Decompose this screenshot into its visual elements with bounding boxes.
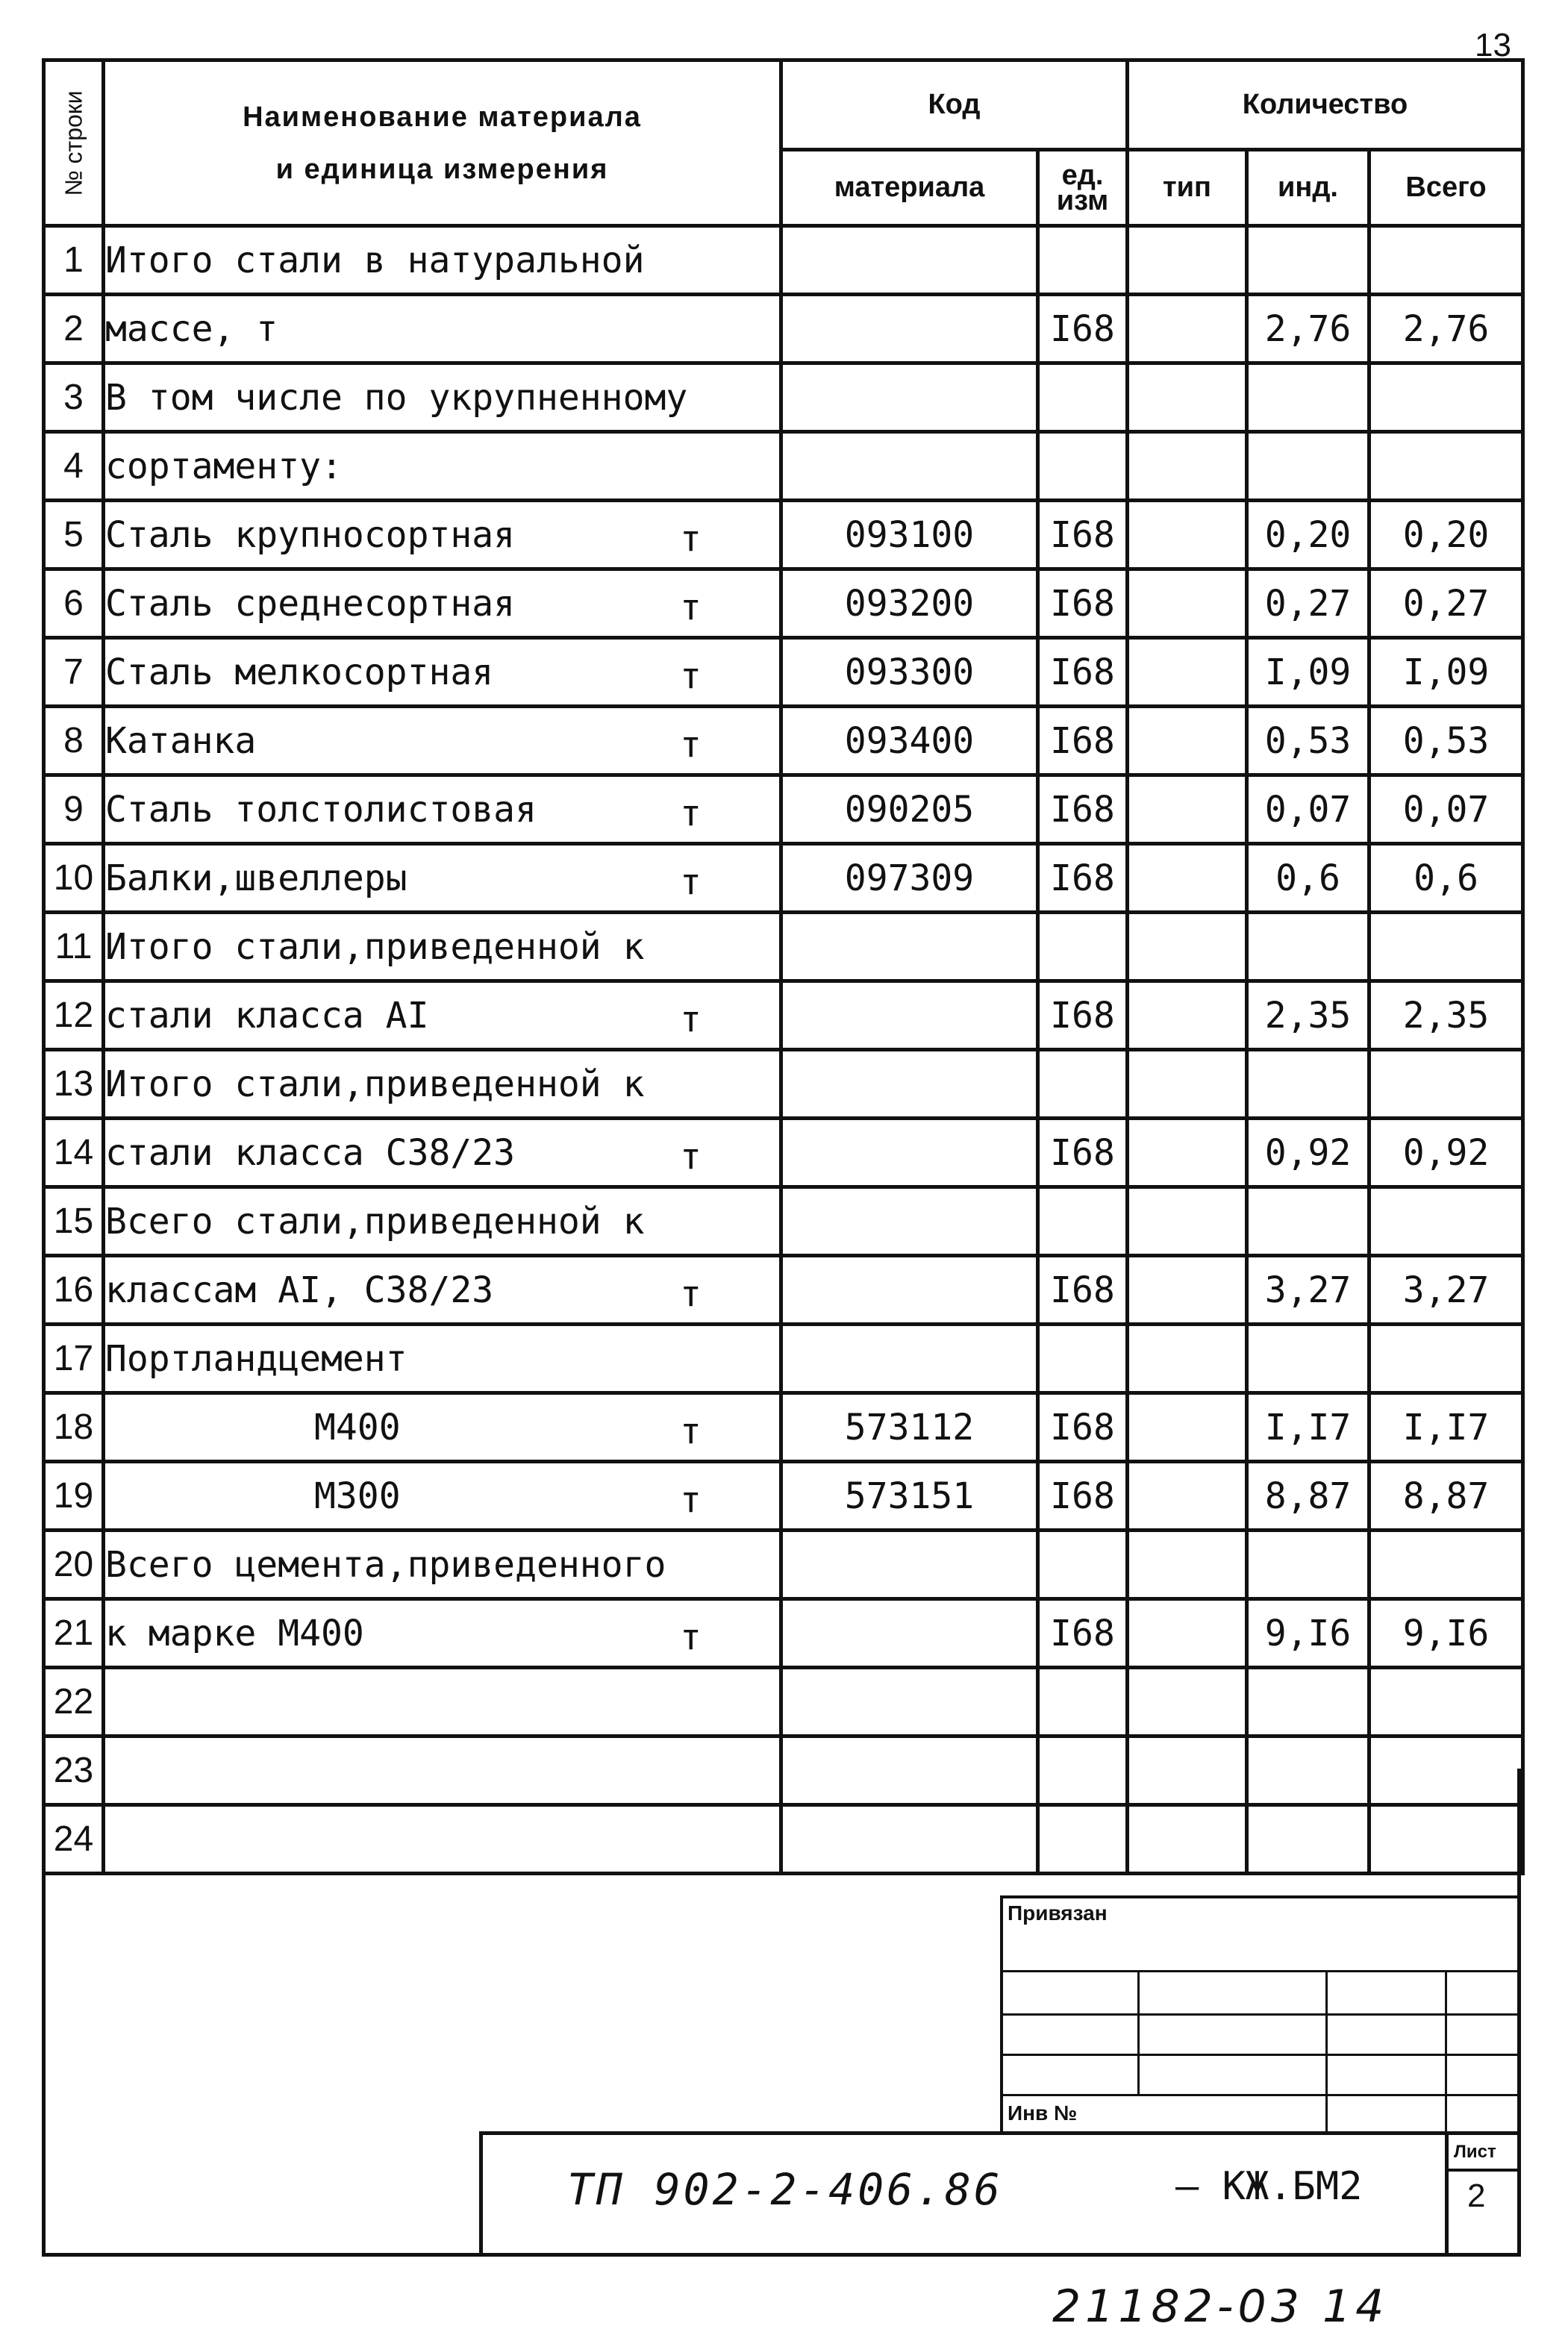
material-name-cell [104, 1531, 781, 1599]
header-row-number: № строки [44, 60, 104, 226]
total-qty: 3,27 [1369, 1256, 1523, 1325]
table-row [44, 844, 1523, 913]
total-qty [1369, 363, 1523, 432]
ind-qty: 0,27 [1247, 569, 1369, 638]
type-qty [1128, 1187, 1247, 1256]
unit-code: I68 [1038, 569, 1128, 638]
material-code [781, 1050, 1038, 1119]
total-qty: 2,35 [1369, 981, 1523, 1050]
material-name: стали класса AI [105, 994, 429, 1037]
type-qty [1128, 1668, 1247, 1737]
material-name-cell [104, 707, 781, 775]
row-number: 4 [44, 432, 104, 501]
row-number: 5 [44, 501, 104, 569]
unit-code: I68 [1038, 638, 1128, 707]
unit-code [1038, 432, 1128, 501]
materials-table [42, 58, 1525, 1875]
total-qty: 9,I6 [1369, 1599, 1523, 1668]
material-name-cell [104, 981, 781, 1050]
material-name: Итого стали в натуральной [105, 239, 645, 281]
row-number: 18 [44, 1393, 104, 1462]
material-code: 097309 [781, 844, 1038, 913]
material-name: Сталь среднесортная [105, 582, 516, 625]
ind-qty: 0,07 [1247, 775, 1369, 844]
table-row [44, 363, 1523, 432]
table-row [44, 981, 1523, 1050]
unit: т [680, 1136, 702, 1178]
material-name-cell [104, 1462, 781, 1531]
project-designation: ТП 902-2-406.86 [567, 2164, 1003, 2215]
ind-qty: 2,76 [1247, 295, 1369, 363]
ind-qty: 9,I6 [1247, 1599, 1369, 1668]
material-name-cell [104, 363, 781, 432]
type-qty [1128, 775, 1247, 844]
type-qty [1128, 501, 1247, 569]
row-number: 21 [44, 1599, 104, 1668]
material-name-cell [104, 913, 781, 981]
drawing-code: – КЖ.БМ2 [1175, 2164, 1363, 2209]
material-name-cell [104, 226, 781, 295]
header-material-name: Наименование материала и единица измерения [104, 60, 781, 226]
table-row [44, 1531, 1523, 1599]
ind-qty: 0,6 [1247, 844, 1369, 913]
unit: т [680, 861, 702, 904]
unit-code: I68 [1038, 501, 1128, 569]
table-row [44, 1050, 1523, 1119]
unit-code: I68 [1038, 295, 1128, 363]
row-number: 17 [44, 1325, 104, 1393]
unit: т [680, 518, 702, 560]
unit-code: I68 [1038, 775, 1128, 844]
material-code [781, 913, 1038, 981]
total-qty [1369, 1050, 1523, 1119]
unit-code [1038, 913, 1128, 981]
material-code: 093400 [781, 707, 1038, 775]
type-qty [1128, 295, 1247, 363]
material-code: 573112 [781, 1393, 1038, 1462]
unit: т [680, 587, 702, 629]
type-qty [1128, 981, 1247, 1050]
table-row [44, 1256, 1523, 1325]
ind-qty [1247, 1050, 1369, 1119]
header-code: Код [781, 60, 1128, 150]
ind-qty [1247, 1531, 1369, 1599]
type-qty [1128, 1599, 1247, 1668]
table-row [44, 1393, 1523, 1462]
type-qty [1128, 913, 1247, 981]
table-row [44, 638, 1523, 707]
material-name: Всего цемента,приведенного [105, 1543, 666, 1586]
unit-code: I68 [1038, 1119, 1128, 1187]
header-code-material: материала [781, 150, 1038, 226]
row-number: 8 [44, 707, 104, 775]
sheet-label: Лист [1454, 2142, 1496, 2162]
ind-qty: I,09 [1247, 638, 1369, 707]
header-unit-code: ед. изм [1038, 150, 1128, 226]
material-name-cell [104, 569, 781, 638]
unit: т [680, 793, 702, 835]
row-number: 1 [44, 226, 104, 295]
row-number: 23 [44, 1737, 104, 1805]
row-number: 9 [44, 775, 104, 844]
table-row [44, 1599, 1523, 1668]
type-qty [1128, 1325, 1247, 1393]
material-name: М400 [314, 1406, 401, 1448]
table-row [44, 1325, 1523, 1393]
material-name-cell [104, 432, 781, 501]
row-number: 2 [44, 295, 104, 363]
material-name-cell [104, 638, 781, 707]
total-qty [1369, 226, 1523, 295]
material-name: сортаменту: [105, 445, 343, 487]
total-qty: 0,20 [1369, 501, 1523, 569]
table-row [44, 295, 1523, 363]
row-number: 22 [44, 1668, 104, 1737]
material-name: Итого стали,приведенной к [105, 1063, 645, 1105]
row-number: 19 [44, 1462, 104, 1531]
material-name-cell [104, 844, 781, 913]
material-code: 573151 [781, 1462, 1038, 1531]
material-name-cell [104, 775, 781, 844]
row-number: 16 [44, 1256, 104, 1325]
material-name: Портландцемент [105, 1337, 407, 1380]
unit-code: I68 [1038, 844, 1128, 913]
type-qty [1128, 363, 1247, 432]
unit-code [1038, 1050, 1128, 1119]
row-number: 7 [44, 638, 104, 707]
material-name: Сталь толстолистовая [105, 788, 537, 831]
table-row [44, 1119, 1523, 1187]
material-code [781, 981, 1038, 1050]
ind-qty: 2,35 [1247, 981, 1369, 1050]
total-qty [1369, 1531, 1523, 1599]
handwritten-archive-number: 21182-03 14 [1052, 2281, 1389, 2333]
material-code: 093200 [781, 569, 1038, 638]
type-qty [1128, 569, 1247, 638]
table-row [44, 707, 1523, 775]
ind-qty: I,I7 [1247, 1393, 1369, 1462]
material-name-cell [104, 1187, 781, 1256]
material-name-cell [104, 1325, 781, 1393]
material-name-cell [104, 501, 781, 569]
type-qty [1128, 1256, 1247, 1325]
unit: т [680, 655, 702, 698]
material-name: Всего стали,приведенной к [105, 1200, 645, 1242]
row-number: 15 [44, 1187, 104, 1256]
type-qty [1128, 707, 1247, 775]
material-name: массе, т [105, 307, 278, 350]
type-qty [1128, 1393, 1247, 1462]
total-qty [1369, 1668, 1523, 1737]
unit-code: I68 [1038, 707, 1128, 775]
total-qty: 8,87 [1369, 1462, 1523, 1531]
unit: т [680, 1616, 702, 1659]
material-code [781, 1599, 1038, 1668]
total-qty: I,09 [1369, 638, 1523, 707]
table-row [44, 226, 1523, 295]
type-qty [1128, 432, 1247, 501]
type-qty [1128, 1531, 1247, 1599]
material-name-cell [104, 1050, 781, 1119]
material-name: Катанка [105, 719, 257, 762]
type-qty [1128, 638, 1247, 707]
material-code [781, 1256, 1038, 1325]
unit-code [1038, 363, 1128, 432]
row-number: 14 [44, 1119, 104, 1187]
ind-qty: 8,87 [1247, 1462, 1369, 1531]
unit-code [1038, 1531, 1128, 1599]
total-qty: 2,76 [1369, 295, 1523, 363]
material-name: классам AI, С38/23 [105, 1269, 494, 1311]
table-row [44, 569, 1523, 638]
material-name: М300 [314, 1475, 401, 1517]
material-code: 093300 [781, 638, 1038, 707]
material-name: к марке М400 [105, 1612, 364, 1654]
unit-code: I68 [1038, 1256, 1128, 1325]
material-code [781, 226, 1038, 295]
material-code: 093100 [781, 501, 1038, 569]
material-code [781, 432, 1038, 501]
unit-code: I68 [1038, 1393, 1128, 1462]
ind-qty: 0,20 [1247, 501, 1369, 569]
row-number: 6 [44, 569, 104, 638]
unit-code [1038, 1668, 1128, 1737]
material-name-cell [104, 295, 781, 363]
total-qty: 0,92 [1369, 1119, 1523, 1187]
sheet-number: 2 [1467, 2178, 1486, 2214]
material-code [781, 1187, 1038, 1256]
type-qty [1128, 844, 1247, 913]
table-row [44, 432, 1523, 501]
material-code [781, 1531, 1038, 1599]
material-code [781, 1668, 1038, 1737]
material-name-cell [104, 1393, 781, 1462]
total-qty: 0,27 [1369, 569, 1523, 638]
header-total: Всего [1369, 150, 1523, 226]
unit-code [1038, 1325, 1128, 1393]
ind-qty: 0,53 [1247, 707, 1369, 775]
ind-qty [1247, 1325, 1369, 1393]
material-name: Сталь крупносортная [105, 513, 516, 556]
material-name-cell [104, 1599, 781, 1668]
row-number: 13 [44, 1050, 104, 1119]
ind-qty [1247, 1187, 1369, 1256]
unit-code: I68 [1038, 1462, 1128, 1531]
linked-label: Привязан [1008, 1901, 1108, 1925]
unit-code [1038, 226, 1128, 295]
material-name-cell [104, 1119, 781, 1187]
unit: т [680, 998, 702, 1041]
table-row [44, 913, 1523, 981]
table-row [44, 775, 1523, 844]
ind-qty: 3,27 [1247, 1256, 1369, 1325]
row-number: 12 [44, 981, 104, 1050]
type-qty [1128, 226, 1247, 295]
material-code: 090205 [781, 775, 1038, 844]
row-number: 24 [44, 1805, 104, 1874]
total-qty [1369, 1325, 1523, 1393]
unit: т [680, 724, 702, 766]
material-name: Сталь мелкосортная [105, 651, 494, 693]
material-name: Итого стали,приведенной к [105, 925, 645, 968]
row-number: 20 [44, 1531, 104, 1599]
table-row [44, 501, 1523, 569]
material-name: Балки,швеллеры [105, 857, 407, 899]
unit: т [680, 1410, 702, 1453]
header-quantity: Количество [1128, 60, 1523, 150]
table-row [44, 1668, 1523, 1737]
type-qty [1128, 1462, 1247, 1531]
row-number: 3 [44, 363, 104, 432]
type-qty [1128, 1119, 1247, 1187]
total-qty: 0,53 [1369, 707, 1523, 775]
header-ind: инд. [1247, 150, 1369, 226]
ind-qty [1247, 432, 1369, 501]
header-type: тип [1128, 150, 1247, 226]
page-number: 13 [1475, 27, 1511, 63]
total-qty [1369, 432, 1523, 501]
unit-code [1038, 1187, 1128, 1256]
ind-qty: 0,92 [1247, 1119, 1369, 1187]
total-qty: 0,07 [1369, 775, 1523, 844]
material-code [781, 1119, 1038, 1187]
row-number: 11 [44, 913, 104, 981]
material-name: В том числе по укрупненному [105, 376, 688, 419]
material-name-cell [104, 1668, 781, 1737]
ind-qty [1247, 363, 1369, 432]
type-qty [1128, 1050, 1247, 1119]
table-row [44, 1462, 1523, 1531]
material-code [781, 1325, 1038, 1393]
material-name: стали класса С38/23 [105, 1131, 516, 1174]
material-code [781, 363, 1038, 432]
total-qty [1369, 913, 1523, 981]
unit-code: I68 [1038, 1599, 1128, 1668]
ind-qty [1247, 226, 1369, 295]
ind-qty [1247, 1668, 1369, 1737]
unit: т [680, 1479, 702, 1522]
total-qty: 0,6 [1369, 844, 1523, 913]
total-qty [1369, 1187, 1523, 1256]
table-row [44, 1187, 1523, 1256]
unit: т [680, 1273, 702, 1316]
inventory-label: Инв № [1008, 2101, 1078, 2125]
total-qty: I,I7 [1369, 1393, 1523, 1462]
row-number: 10 [44, 844, 104, 913]
unit-code: I68 [1038, 981, 1128, 1050]
material-code [781, 295, 1038, 363]
material-name-cell [104, 1256, 781, 1325]
ind-qty [1247, 913, 1369, 981]
